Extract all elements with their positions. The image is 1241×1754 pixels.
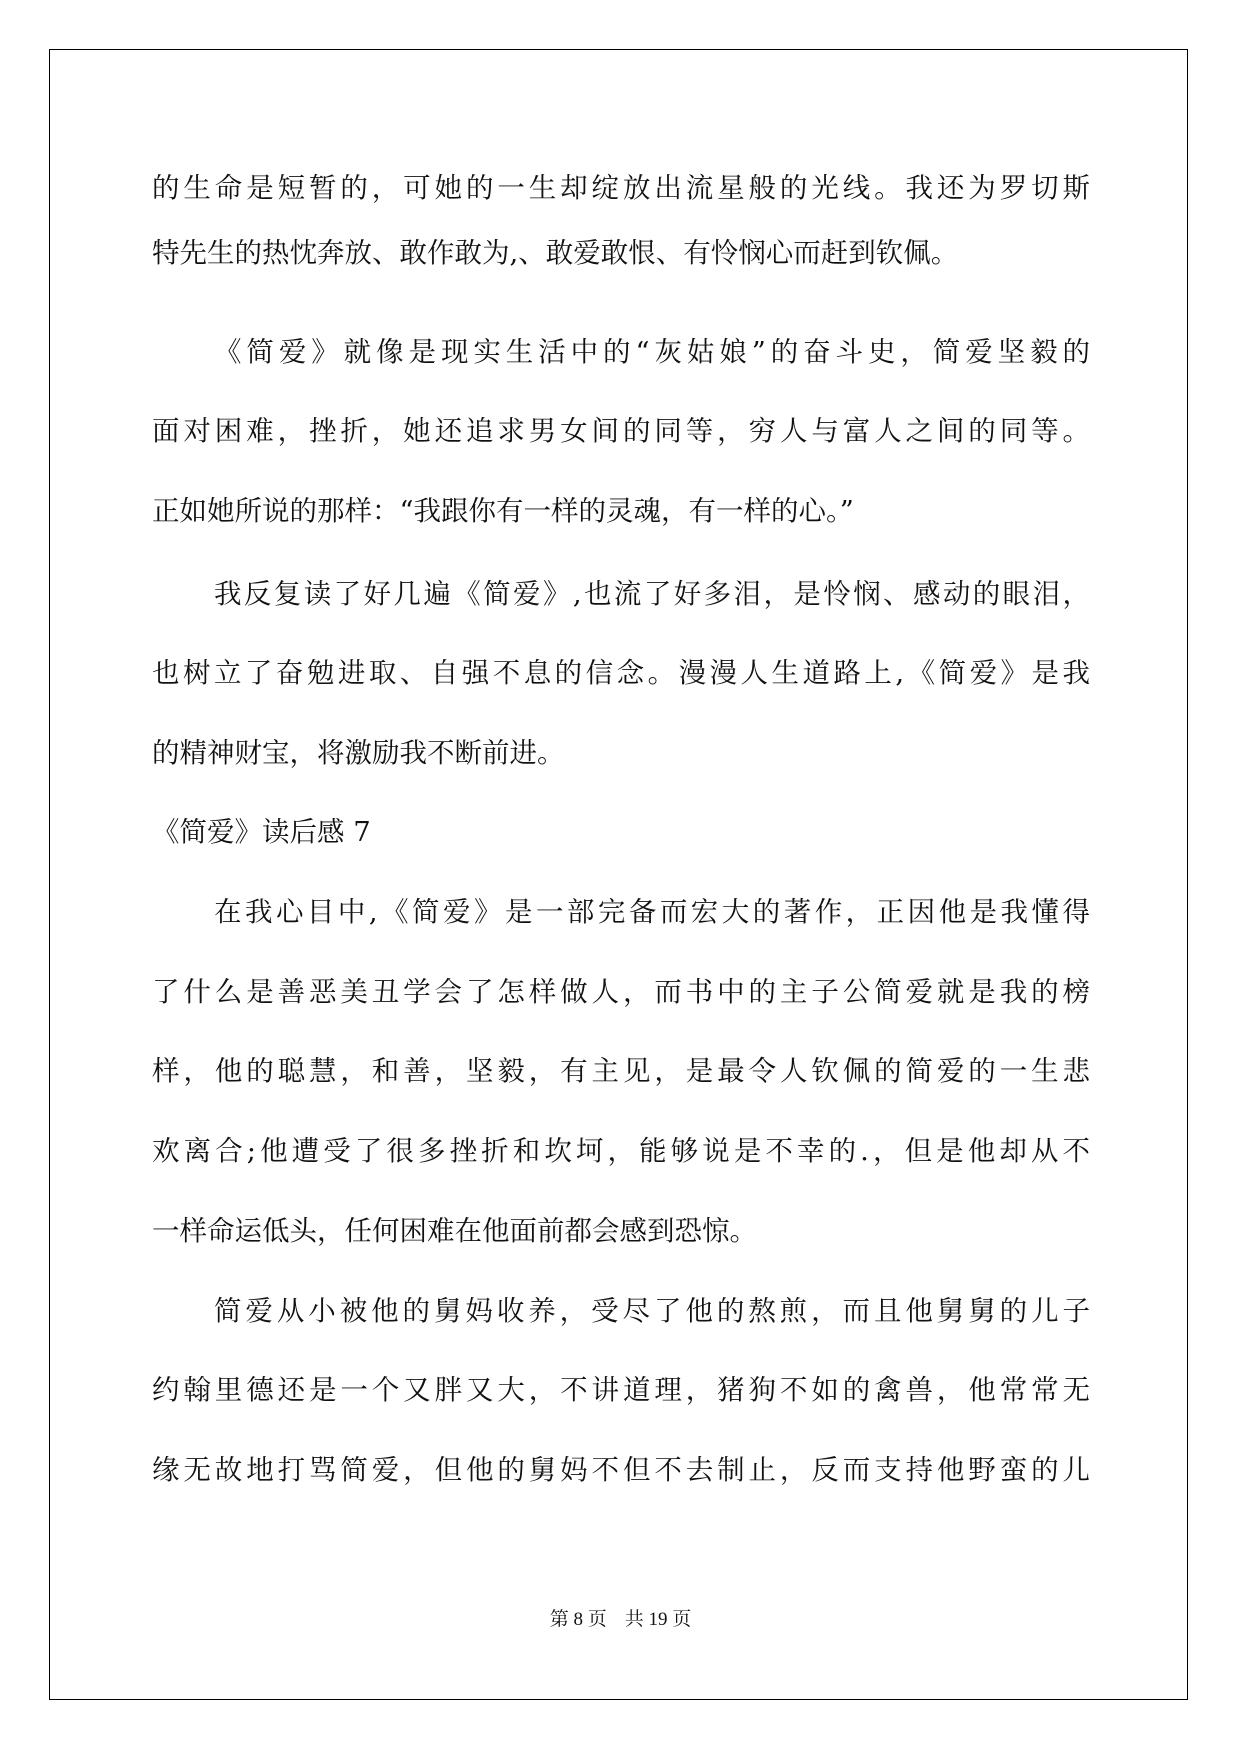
text-line: 特先生的热忱奔放、敢作敢为,、敢爱敢恨、有怜悯心而赶到钦佩。 [152,237,959,269]
text-line: 面对困难，挫折，她还追求男女间的同等，穷人与富人之间的同等。 [152,415,1090,447]
page-total: 共 19 页 [624,1609,692,1630]
text-line: 了什么是善恶美丑学会了怎样做人，而书中的主子公简爱就是我的榜 [152,976,1090,1008]
text-line: 的精神财宝，将激励我不断前进。 [152,737,565,769]
page-footer [0,1604,1241,1631]
text-line: 欢离合;他遭受了很多挫折和坎坷，能够说是不幸的.，但是他却从不 [152,1135,1090,1167]
text-line: 缘无故地打骂简爱，但他的舅妈不但不去制止，反而支持他野蛮的儿 [152,1454,1090,1486]
text-line: 样，他的聪慧，和善，坚毅，有主见，是最令人钦佩的简爱的一生悲 [152,1055,1090,1087]
text-line: 也树立了奋勉进取、自强不息的信念。漫漫人生道路上,《简爱》是我 [152,657,1090,689]
text-line: 约翰里德还是一个又胖又大，不讲道理，猪狗不如的禽兽，他常常无 [152,1374,1090,1406]
text-line: 《简爱》就像是现实生活中的“灰姑娘”的奋斗史，简爱坚毅的 [214,336,1090,368]
text-line: 的生命是短暂的，可她的一生却绽放出流星般的光线。我还为罗切斯 [152,172,1090,204]
text-line: 在我心目中,《简爱》是一部完备而宏大的著作，正因他是我懂得 [214,896,1090,928]
text-line: 一样命运低头，任何困难在他面前都会感到恐惊。 [152,1215,757,1247]
text-line: 我反复读了好几遍《简爱》,也流了好多泪，是怜悯、感动的眼泪， [214,578,1090,610]
section-heading: 《简爱》读后感 7 [152,816,371,848]
text-line: 正如她所说的那样：“我跟你有一样的灵魂，有一样的心。” [152,495,854,527]
page-number: 第 8 页 [549,1609,607,1630]
text-line: 简爱从小被他的舅妈收养，受尽了他的熬煎，而且他舅舅的儿子 [214,1295,1090,1327]
